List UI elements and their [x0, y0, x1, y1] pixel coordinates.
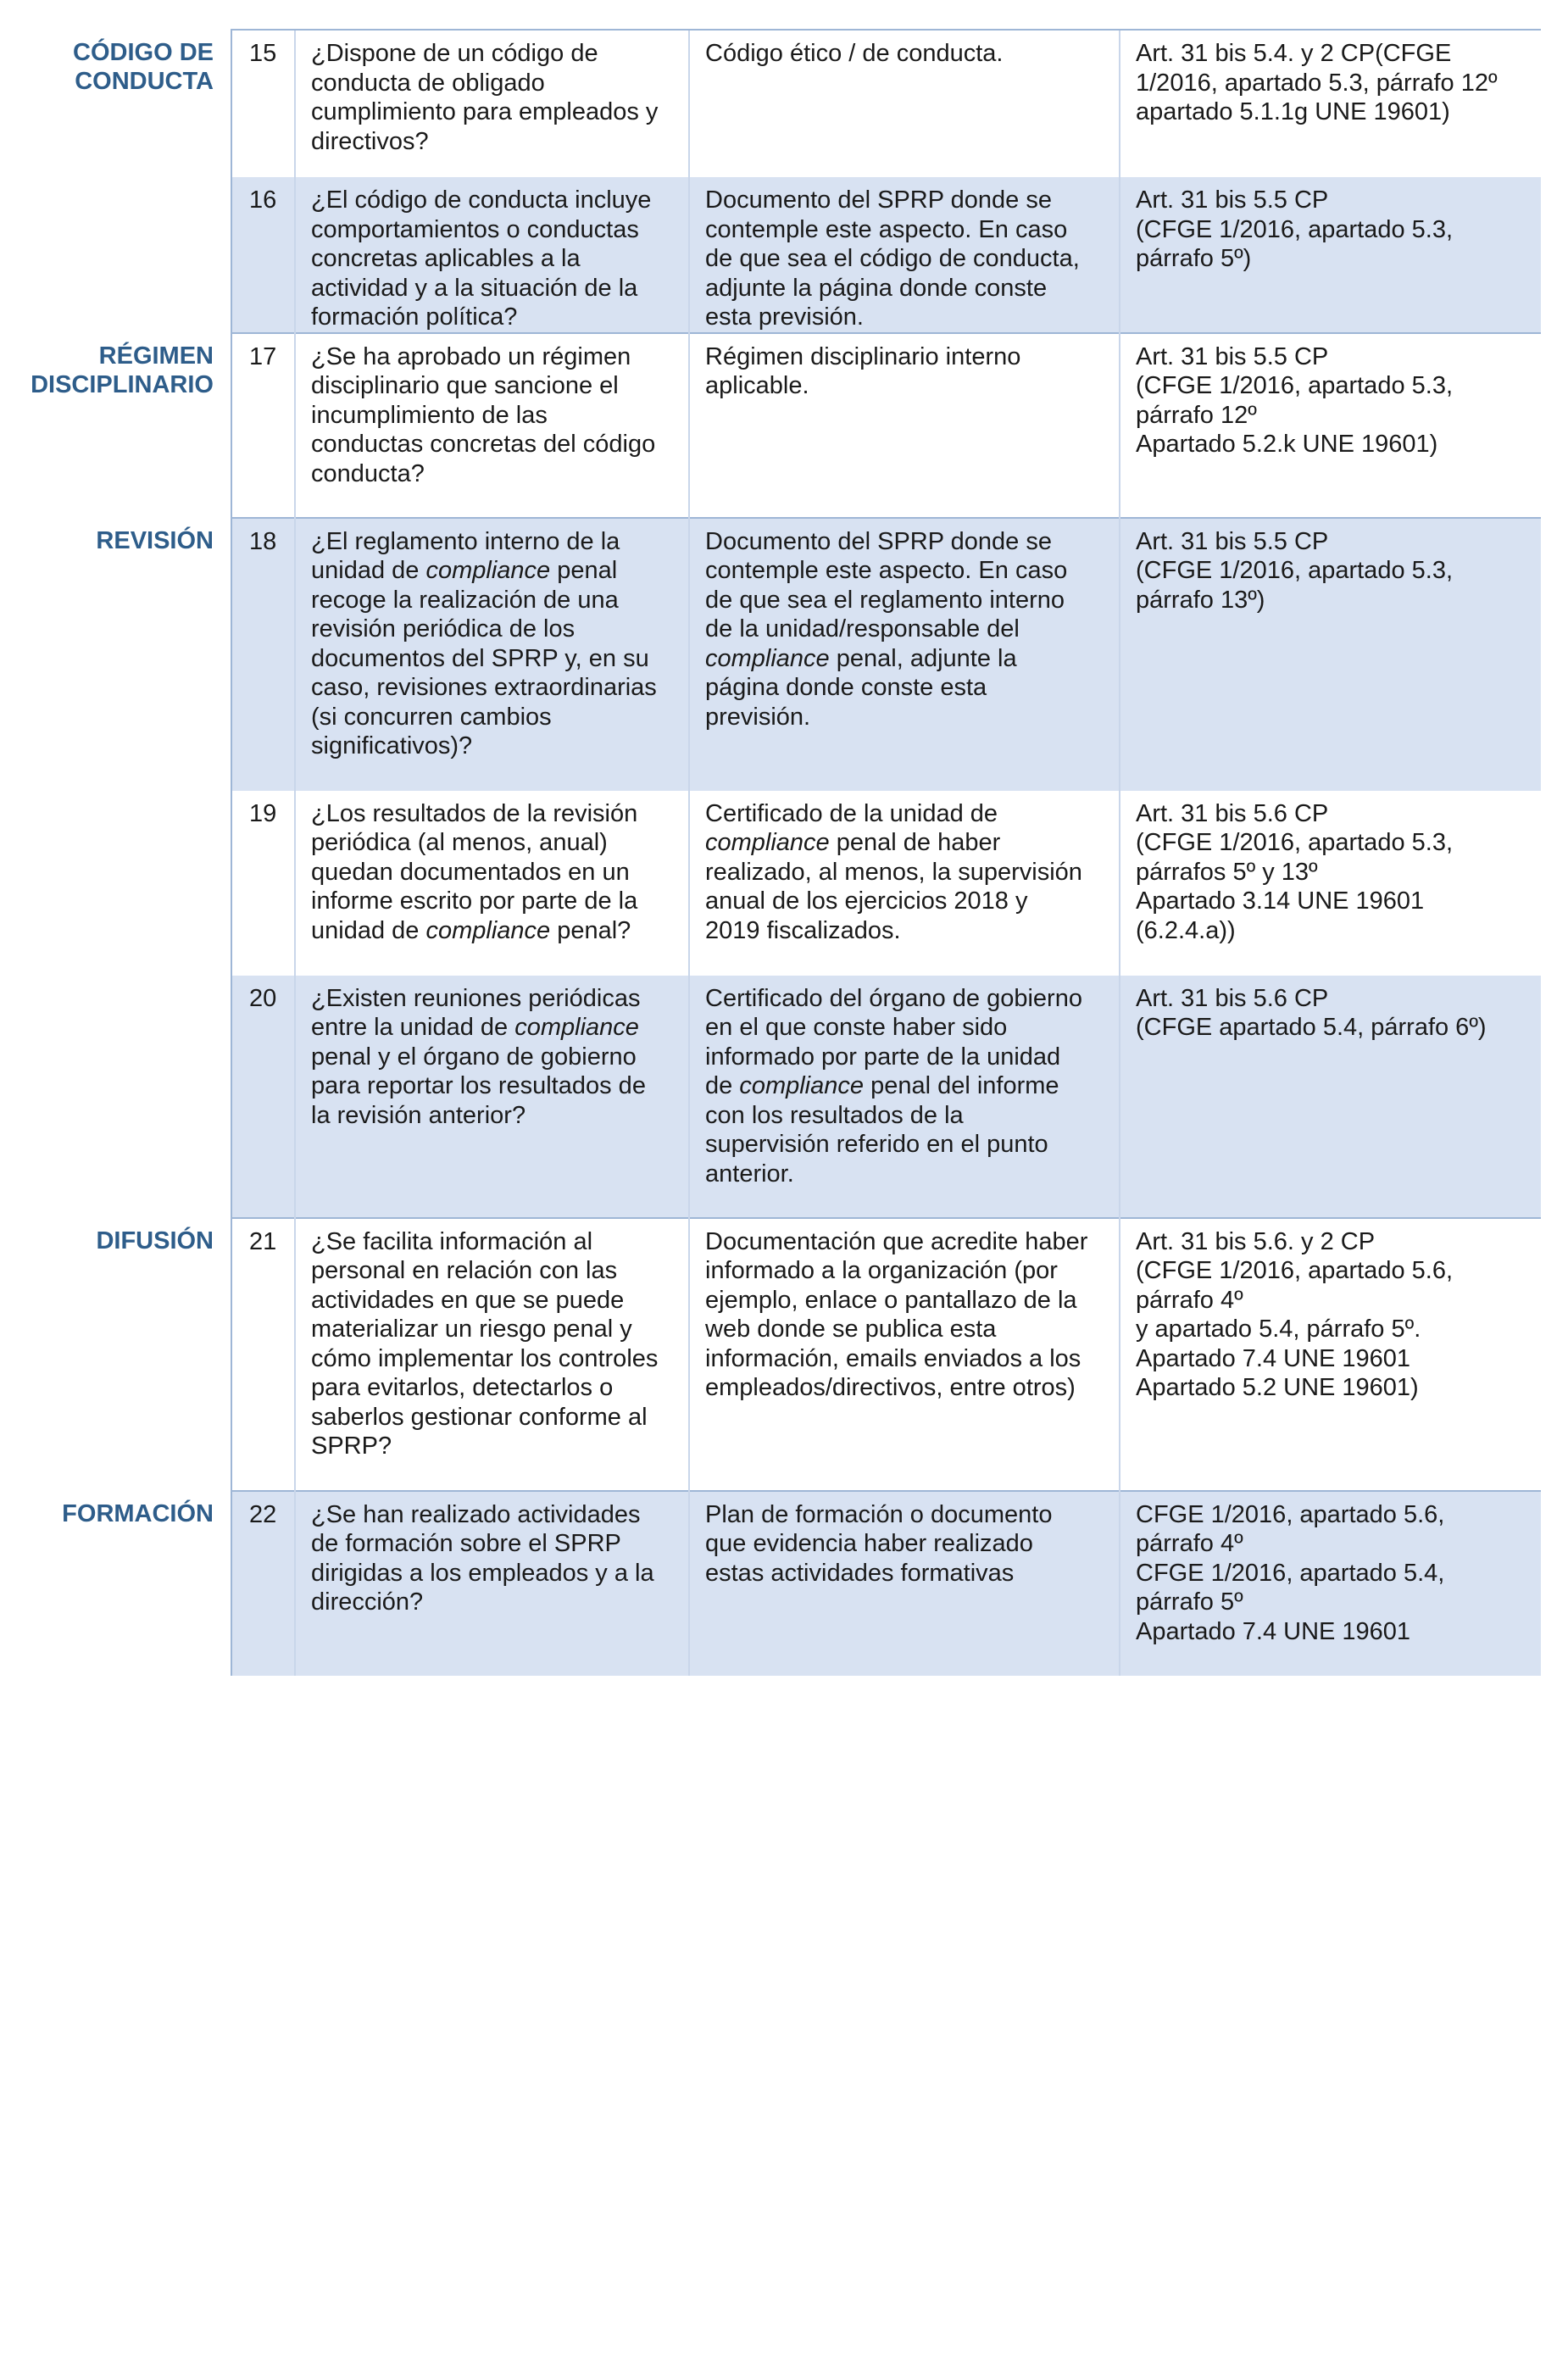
table-row	[15, 30, 1541, 177]
text-line: párrafo 4º	[1136, 1530, 1243, 1557]
text-line: párrafos 5º y 13º	[1136, 858, 1318, 886]
text-line: contemple este aspecto. En caso	[705, 215, 1068, 243]
reference-cell	[1120, 333, 1541, 518]
text-line: ¿Se han realizado actividades	[311, 1500, 641, 1528]
text-line: estas actividades formativas	[705, 1559, 1015, 1587]
reference-cell	[1120, 1218, 1541, 1491]
text-line: (CFGE 1/2016, apartado 5.3,	[1136, 372, 1453, 399]
text-line: entre la unidad de compliance	[311, 1014, 639, 1041]
question-cell	[295, 976, 689, 1218]
text-line: Art. 31 bis 5.5 CP	[1136, 527, 1329, 555]
text-line: Documento del SPRP donde se	[705, 527, 1052, 555]
text-line: concretas aplicables a la	[311, 245, 581, 272]
document-cell	[689, 1491, 1120, 1676]
text-line: Régimen disciplinario interno	[705, 342, 1021, 370]
text-line: (CFGE 1/2016, apartado 5.3,	[1136, 215, 1453, 243]
table-row	[15, 791, 1541, 976]
text-line: web donde se publica esta	[705, 1316, 997, 1343]
text-line: párrafo 13º)	[1136, 586, 1265, 614]
text-line: ¿Los resultados de la revisión	[311, 799, 638, 827]
text-line: informado a la organización (por	[705, 1257, 1058, 1284]
text-line: CFGE 1/2016, apartado 5.4,	[1136, 1559, 1445, 1587]
text-line: Art. 31 bis 5.5 CP	[1136, 342, 1329, 370]
text-line: (CFGE 1/2016, apartado 5.6,	[1136, 1257, 1453, 1284]
text-line: ¿Dispone de un código de	[311, 40, 598, 67]
question-cell	[295, 1491, 689, 1676]
section-label: REVISIÓN	[96, 526, 214, 554]
document-cell	[689, 177, 1120, 333]
text-line: para evitarlos, detectarlos o	[311, 1374, 614, 1401]
text-line: Documento del SPRP donde se	[705, 186, 1052, 214]
text-line: (CFGE 1/2016, apartado 5.3,	[1136, 829, 1453, 856]
text-line: (si concurren cambios	[311, 703, 552, 731]
question-cell	[295, 791, 689, 976]
text-line: realizado, al menos, la supervisión	[705, 858, 1082, 886]
text-line: supervisión referido en el punto	[705, 1131, 1048, 1158]
text-line: Certificado del órgano de gobierno	[705, 984, 1082, 1012]
text-line: ejemplo, enlace o pantallazo de la	[705, 1286, 1077, 1314]
reference-cell	[1120, 1491, 1541, 1676]
text-line: dirigidas a los empleados y a la	[311, 1559, 654, 1587]
reference-cell	[1120, 518, 1541, 791]
text-line: contemple este aspecto. En caso	[705, 557, 1068, 584]
table-row	[15, 518, 1541, 791]
text-line: informado por parte de la unidad	[705, 1043, 1061, 1071]
text-line: SPRP?	[311, 1432, 392, 1460]
text-line: recoge la realización de una	[311, 586, 619, 614]
text-line: la revisión anterior?	[311, 1101, 526, 1129]
text-line: aplicable.	[705, 372, 809, 399]
section-label	[15, 177, 231, 333]
text-line: de que sea el código de conducta,	[705, 245, 1080, 272]
item-number: 19	[231, 791, 295, 976]
section-label	[15, 791, 231, 976]
question-cell	[295, 333, 689, 518]
text-line: CFGE 1/2016, apartado 5.6,	[1136, 1500, 1445, 1528]
document-cell	[689, 791, 1120, 976]
item-number: 15	[231, 30, 295, 177]
text-line: actividades en que se puede	[311, 1286, 625, 1314]
text-line: Certificado de la unidad de	[705, 799, 998, 827]
table-row	[15, 1491, 1541, 1676]
text-line: Plan de formación o documento	[705, 1500, 1053, 1528]
text-line: Art. 31 bis 5.6 CP	[1136, 984, 1329, 1012]
section-label	[15, 976, 231, 1218]
section-label: CÓDIGO DE CONDUCTA	[73, 39, 214, 95]
text-line: Apartado 3.14 UNE 19601	[1136, 887, 1425, 915]
question-cell	[295, 1218, 689, 1491]
text-line: Apartado 5.2.k UNE 19601)	[1136, 431, 1438, 458]
table-row	[15, 976, 1541, 1218]
reference-cell	[1120, 976, 1541, 1218]
section-label: RÉGIMEN DISCIPLINARIO	[31, 342, 214, 398]
text-line: cómo implementar los controles	[311, 1344, 659, 1372]
text-line: y apartado 5.4, párrafo 5º.	[1136, 1316, 1421, 1343]
text-line: de formación sobre el SPRP	[311, 1530, 621, 1557]
text-line: párrafo 5º)	[1136, 245, 1252, 272]
item-number: 22	[231, 1491, 295, 1676]
text-line: conducta de obligado	[311, 69, 545, 97]
text-line: (CFGE apartado 5.4, párrafo 6º)	[1136, 1014, 1487, 1041]
table-row	[15, 333, 1541, 518]
text-line: materializar un riesgo penal y	[311, 1316, 632, 1343]
text-line: ¿El reglamento interno de la	[311, 527, 620, 555]
text-line: ¿El código de conducta incluye	[311, 186, 652, 214]
text-line: previsión.	[705, 703, 811, 731]
text-line: adjunte la página donde conste	[705, 274, 1048, 302]
text-line: quedan documentados en un	[311, 858, 630, 886]
text-line: párrafo 5º	[1136, 1588, 1243, 1616]
item-number: 17	[231, 333, 295, 518]
text-line: directivos?	[311, 127, 429, 155]
document-cell	[689, 333, 1120, 518]
compliance-checklist-table	[15, 29, 1541, 1676]
text-line: dirección?	[311, 1588, 424, 1616]
item-number: 18	[231, 518, 295, 791]
section-label: FORMACIÓN	[62, 1499, 214, 1527]
text-line: apartado 5.1.1g UNE 19601)	[1136, 98, 1450, 125]
text-line: de compliance penal del informe	[705, 1072, 1059, 1099]
text-line: documentos del SPRP y, en su	[311, 644, 649, 672]
text-line: esta previsión.	[705, 303, 864, 331]
text-line: ¿Se ha aprobado un régimen	[311, 342, 631, 370]
text-line: unidad de compliance penal	[311, 557, 618, 584]
text-line: párrafo 12º	[1136, 401, 1257, 429]
question-cell	[295, 177, 689, 333]
text-line: (CFGE 1/2016, apartado 5.3,	[1136, 557, 1453, 584]
text-line: compliance penal de haber	[705, 829, 1001, 856]
item-number: 21	[231, 1218, 295, 1491]
table-row	[15, 177, 1541, 333]
text-line: 2019 fiscalizados.	[705, 916, 901, 944]
text-line: informe escrito por parte de la	[311, 887, 638, 915]
text-line: disciplinario que sancione el	[311, 372, 619, 399]
document-cell	[689, 30, 1120, 177]
text-line: página donde conste esta	[705, 674, 987, 701]
text-line: Art. 31 bis 5.6. y 2 CP	[1136, 1227, 1376, 1255]
text-line: comportamientos o conductas	[311, 215, 639, 243]
text-line: Art. 31 bis 5.4. y 2 CP(CFGE	[1136, 40, 1452, 67]
text-line: Apartado 7.4 UNE 19601	[1136, 1617, 1411, 1645]
text-line: significativos)?	[311, 732, 473, 759]
text-line: de que sea el reglamento interno	[705, 586, 1065, 614]
question-cell	[295, 30, 689, 177]
text-line: ¿Existen reuniones periódicas	[311, 984, 641, 1012]
text-line: saberlos gestionar conforme al	[311, 1403, 648, 1431]
text-line: incumplimiento de las	[311, 401, 548, 429]
text-line: caso, revisiones extraordinarias	[311, 674, 657, 701]
reference-cell	[1120, 791, 1541, 976]
text-line: revisión periódica de los	[311, 615, 575, 642]
text-line: Apartado 5.2 UNE 19601)	[1136, 1374, 1419, 1401]
question-cell	[295, 518, 689, 791]
text-line: párrafo 4º	[1136, 1286, 1243, 1314]
text-line: en el que conste haber sido	[705, 1014, 1008, 1041]
text-line: penal y el órgano de gobierno	[311, 1043, 637, 1071]
text-line: formación política?	[311, 303, 518, 331]
text-line: Apartado 7.4 UNE 19601	[1136, 1344, 1411, 1372]
text-line: periódica (al menos, anual)	[311, 829, 608, 856]
reference-cell	[1120, 30, 1541, 177]
text-line: actividad y a la situación de la	[311, 274, 638, 302]
text-line: Código ético / de conducta.	[705, 40, 1004, 67]
text-line: (6.2.4.a))	[1136, 916, 1236, 944]
text-line: personal en relación con las	[311, 1257, 618, 1284]
document-cell	[689, 976, 1120, 1218]
text-line: para reportar los resultados de	[311, 1072, 646, 1099]
document-cell	[689, 1218, 1120, 1491]
text-line: 1/2016, apartado 5.3, párrafo 12º	[1136, 69, 1498, 97]
text-line: información, emails enviados a los	[705, 1344, 1081, 1372]
text-line: Art. 31 bis 5.6 CP	[1136, 799, 1329, 827]
text-line: anual de los ejercicios 2018 y	[705, 887, 1028, 915]
text-line: compliance penal, adjunte la	[705, 644, 1017, 672]
text-line: cumplimiento para empleados y	[311, 98, 659, 125]
item-number: 16	[231, 177, 295, 333]
text-line: conductas concretas del código	[311, 431, 656, 458]
text-line: conducta?	[311, 459, 425, 487]
text-line: Documentación que acredite haber	[705, 1227, 1088, 1255]
table-row	[15, 1218, 1541, 1491]
text-line: de la unidad/responsable del	[705, 615, 1020, 642]
text-line: anterior.	[705, 1160, 794, 1188]
text-line: Art. 31 bis 5.5 CP	[1136, 186, 1329, 214]
document-cell	[689, 518, 1120, 791]
section-label: DIFUSIÓN	[96, 1227, 214, 1254]
text-line: ¿Se facilita información al	[311, 1227, 593, 1255]
text-line: empleados/directivos, entre otros)	[705, 1374, 1076, 1401]
reference-cell	[1120, 177, 1541, 333]
text-line: unidad de compliance penal?	[311, 916, 631, 944]
text-line: que evidencia haber realizado	[705, 1530, 1033, 1557]
text-line: con los resultados de la	[705, 1101, 964, 1129]
item-number: 20	[231, 976, 295, 1218]
